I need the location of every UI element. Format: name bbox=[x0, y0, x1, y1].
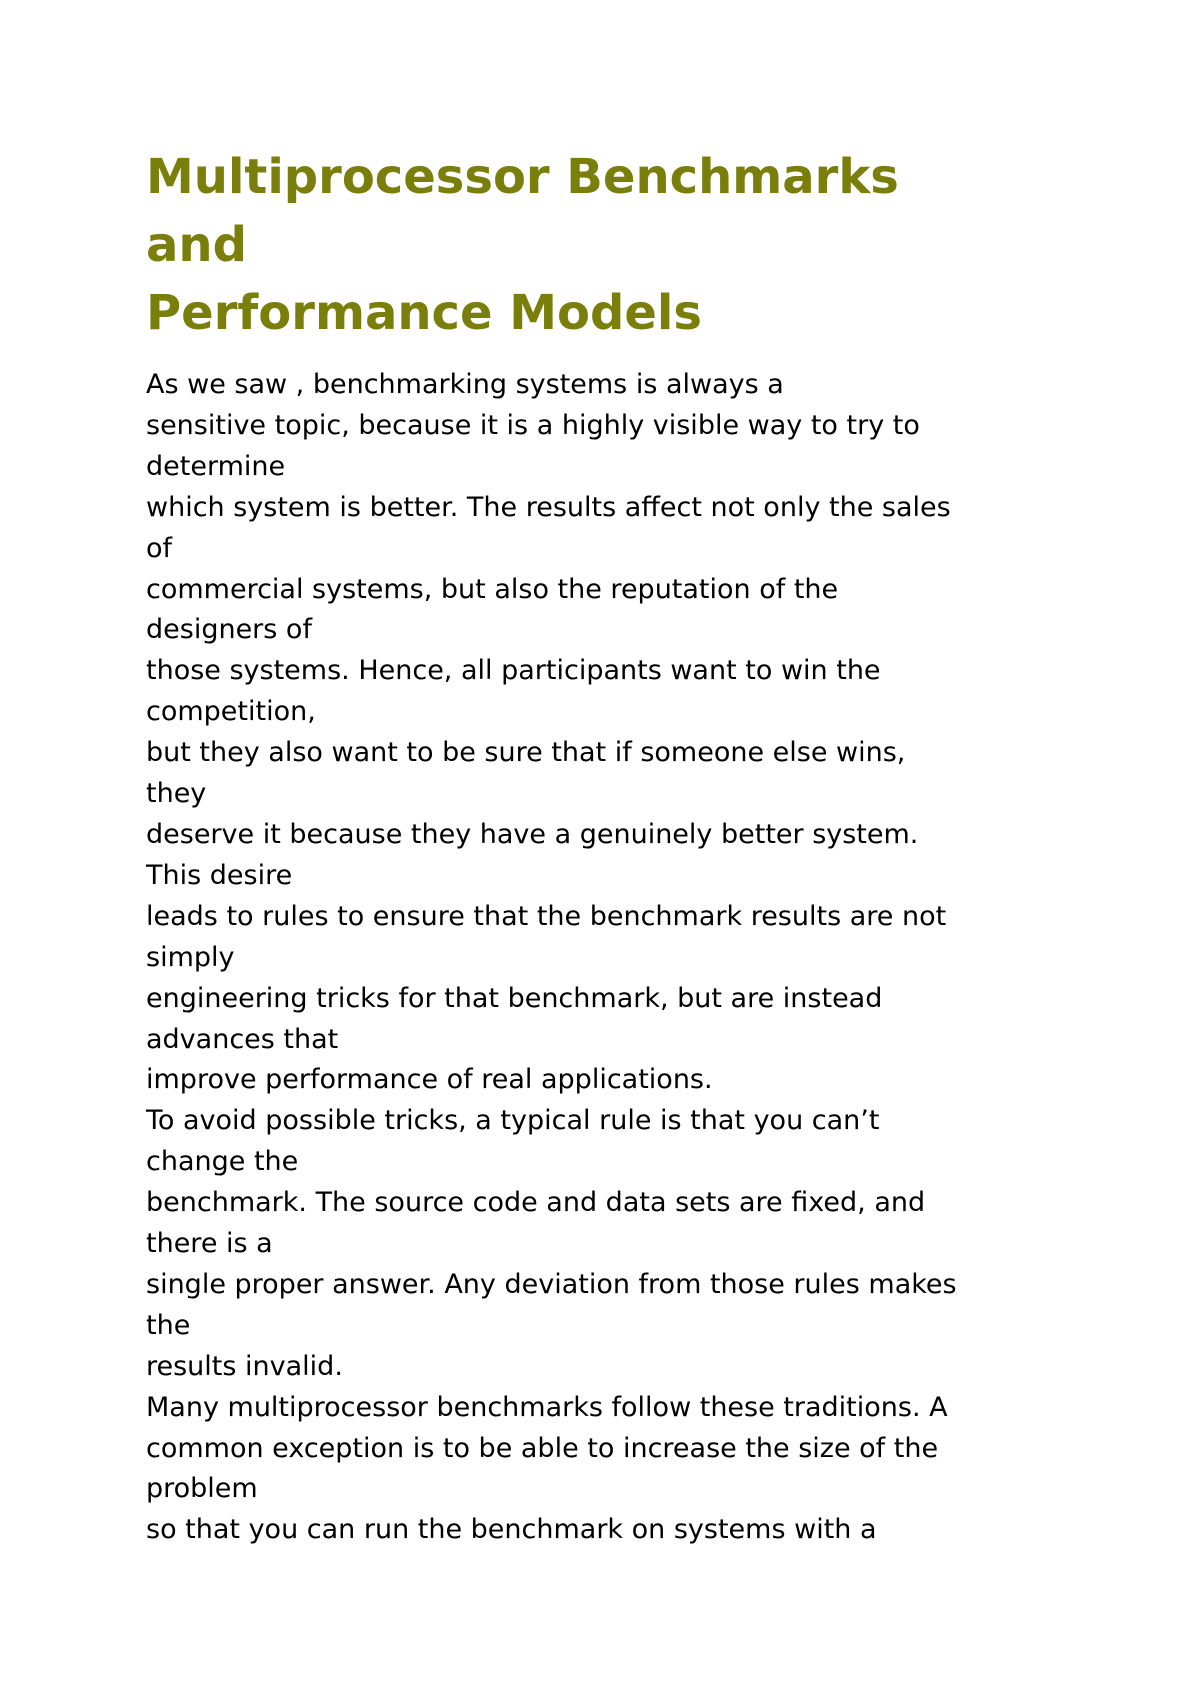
text-line: determine bbox=[146, 450, 286, 482]
text-line: those systems. Hence, all participants want to win the bbox=[146, 655, 881, 687]
text-line: benchmark. The source code and data sets are fixed, and bbox=[146, 1187, 926, 1219]
text-line: deserve it because they have a genuinely better system. bbox=[146, 818, 919, 850]
title-line: and bbox=[146, 217, 247, 273]
text-line: common exception is to be able to increase the size of the bbox=[146, 1432, 939, 1464]
text-line: competition, bbox=[146, 696, 316, 728]
text-line: This desire bbox=[146, 859, 293, 891]
text-line: there is a bbox=[146, 1228, 273, 1260]
text-line: which system is better. The results affect not only the sales bbox=[146, 491, 951, 523]
title-line: Performance Models bbox=[146, 285, 702, 341]
text-line: the bbox=[146, 1309, 191, 1341]
text-line: engineering tricks for that benchmark, but are instead bbox=[146, 982, 883, 1014]
page-content bbox=[146, 143, 1076, 1551]
text-line: improve performance of real applications. bbox=[146, 1064, 713, 1096]
text-line: Many multiprocessor benchmarks follow these traditions. A bbox=[146, 1391, 948, 1423]
text-line: of bbox=[146, 532, 173, 564]
title-line: Multiprocessor Benchmarks bbox=[146, 149, 899, 205]
text-line: so that you can run the benchmark on systems with a bbox=[146, 1514, 877, 1546]
text-line: single proper answer. Any deviation from those rules makes bbox=[146, 1268, 957, 1300]
text-line: problem bbox=[146, 1473, 258, 1505]
text-line: they bbox=[146, 778, 207, 810]
body-text bbox=[146, 365, 1076, 1551]
text-line: As we saw , benchmarking systems is always a bbox=[146, 369, 784, 400]
document-title bbox=[146, 143, 1076, 347]
text-line: commercial systems, but also the reputation of the bbox=[146, 573, 839, 605]
text-line: leads to rules to ensure that the benchmark results are not bbox=[146, 900, 947, 932]
text-line: To avoid possible tricks, a typical rule is that you can’t bbox=[146, 1105, 880, 1137]
text-line: sensitive topic, because it is a highly visible way to try to bbox=[146, 409, 920, 441]
text-line: designers of bbox=[146, 614, 312, 646]
text-line: advances that bbox=[146, 1023, 339, 1055]
text-line: results invalid. bbox=[146, 1350, 343, 1382]
text-line: simply bbox=[146, 941, 235, 973]
text-line: change the bbox=[146, 1146, 299, 1178]
text-line: but they also want to be sure that if someone else wins, bbox=[146, 737, 906, 769]
